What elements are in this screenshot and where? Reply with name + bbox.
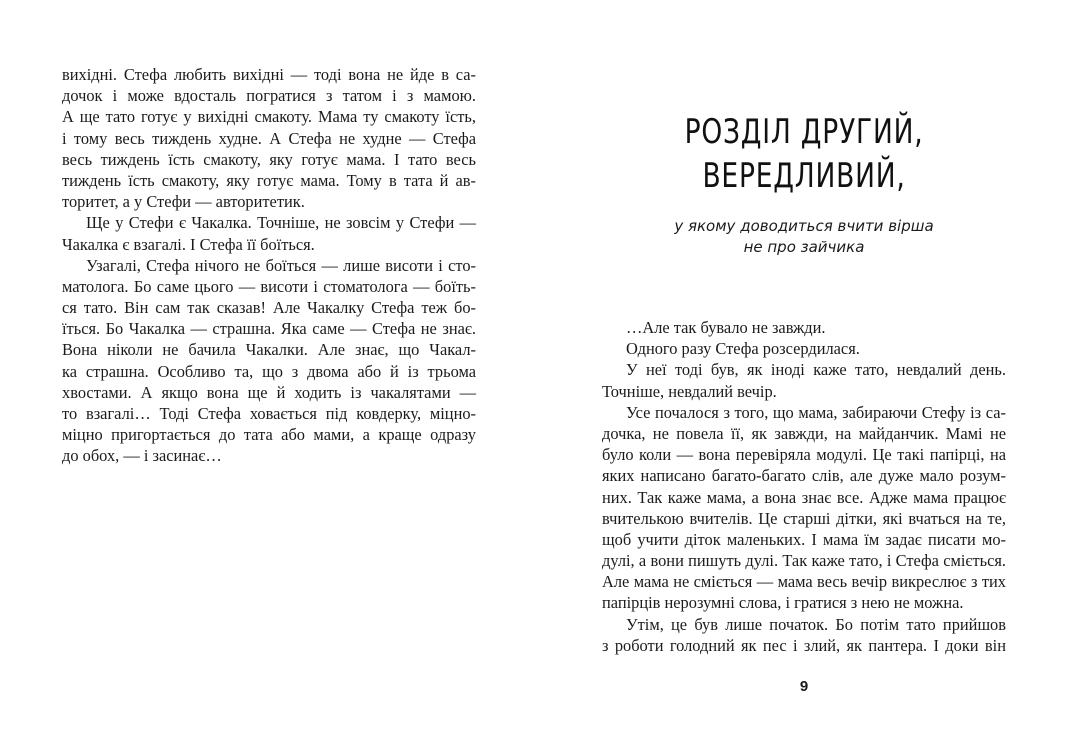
text-line: вихідні. Стефа любить вихідні — тоді вона не йде в са- (62, 65, 476, 84)
chapter-subtitle-line-1: у якому доводиться вчити вірша (674, 217, 934, 235)
text-line: них. Так каже мама, а вона знає все. Адже мама працює (602, 487, 1006, 507)
right-page-body-text (602, 317, 1006, 656)
chapter-title (646, 110, 961, 198)
text-line: Чакалка є взагалі. І Стефа її боїться. (62, 234, 315, 254)
text-line: Але мама не сміється — мама весь вечір викреслює з тих (602, 572, 1006, 592)
text-line: і тому весь тиждень худне. А Стефа не худне — Стефа (62, 128, 476, 148)
text-line: ка страшна. Особливо та, що з двома або й із трьома (62, 361, 476, 381)
chapter-subtitle (602, 216, 1006, 258)
left-page (62, 0, 476, 732)
text-line: весь тиждень їсть смакоту, яку готує мама. І тато весь (62, 149, 476, 169)
page-number: 9 (799, 678, 809, 695)
text-line: …Але так бувало не завжди. (626, 318, 826, 337)
text-line: вчителькою вчителів. Це старші дітки, які вчаться на те, (602, 508, 1006, 528)
text-line: торитет, а у Стефи — авторитетик. (62, 192, 305, 212)
text-line: У неї тоді був, як іноді каже тато, невдалий день. (626, 360, 1006, 380)
text-line: хвостами. А якщо вона ще й ходить із чакалятами — (62, 382, 476, 402)
text-line: А ще тато готує у вихідні смакоту. Мама ту смакоту їсть, (62, 107, 476, 127)
text-line: Утім, це був лише початок. Бо потім тато прийшов (626, 614, 1006, 634)
text-line: папірців нерозумні слова, і гратися з нею не можна. (602, 593, 964, 613)
text-line: Вона ніколи не бачила Чакалки. Але знає, що Чакал- (62, 340, 476, 360)
text-line: міцно пригортається до тата або мами, а краще одразу (62, 425, 476, 445)
text-line: ся тато. Він сам так сказав! Але Чакалку Стефа теж бо- (62, 298, 476, 318)
text-line: матолога. Бо саме цього — висоти і стоматолога — боїть- (62, 276, 476, 296)
text-line: дочок і може вдосталь погратися з татом і з мамою. (62, 86, 476, 106)
text-line: то взагалі… Тоді Стефа ховається під ковдерку, міцно- (62, 404, 476, 423)
text-line: дочка, не повела її, як завжди, на майданчик. Мамі не (602, 423, 1006, 443)
text-line: Точніше, невдалий вечір. (602, 381, 777, 401)
chapter-heading (602, 110, 1006, 198)
text-line: їться. Бо Чакалка — страшна. Яка саме — Стефа не знає. (62, 319, 476, 339)
text-line: до обох, — і засинає… (62, 446, 222, 466)
text-line: було коли — вона перевіряла модулі. Це такі папірці, на (602, 445, 1006, 465)
text-line: Усе почалося з того, що мама, забираючи Стефу із са- (626, 402, 1006, 422)
right-page (602, 0, 1006, 732)
chapter-subtitle-line-2: не про зайчика (743, 238, 865, 256)
chapter-title-line-2: ВЕРЕДЛИВИЙ, (702, 156, 906, 196)
left-page-body-text (62, 64, 476, 467)
text-line: з роботи голодний як пес і злий, як пантера. І доки він (602, 635, 1006, 655)
text-line: дулі, а вони пишуть дулі. Так каже тато, і Стефа сміється. (602, 551, 1006, 571)
chapter-title-line-1: РОЗДІЛ ДРУГИЙ, (684, 112, 924, 152)
text-line: щоб учити діток маленьких. І мама їм задає писати мо- (602, 529, 1006, 549)
text-line: Ще у Стефи є Чакалка. Точніше, не зовсім у Стефи — (86, 213, 476, 233)
text-line: яких написано багато-багато слів, але дуже мало розум- (602, 466, 1006, 486)
text-line: Одного разу Стефа розсердилася. (626, 339, 860, 359)
text-line: тиждень їсть смакоту, яку готує мама. Тому в тата й ав- (62, 170, 476, 190)
text-line: Узагалі, Стефа нічого не боїться — лише висоти і сто- (86, 255, 476, 275)
